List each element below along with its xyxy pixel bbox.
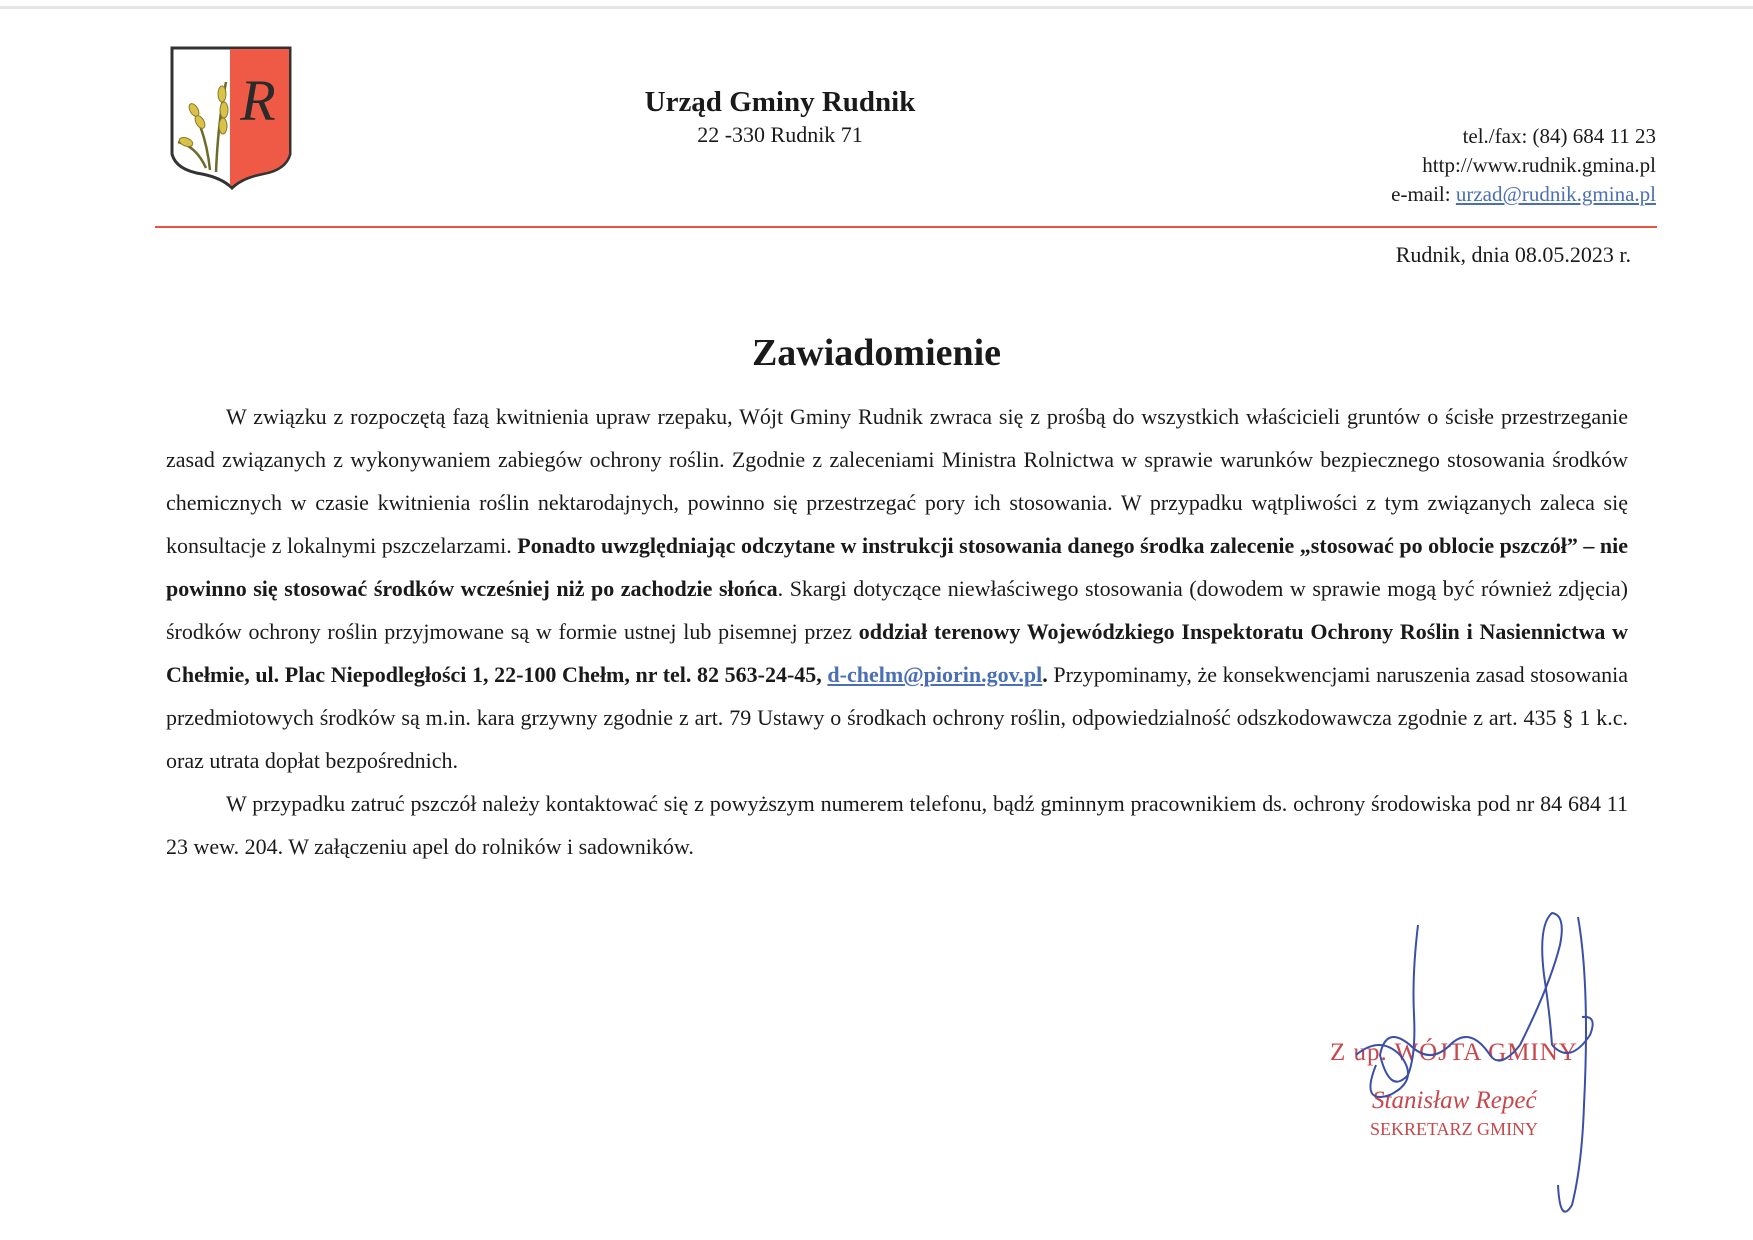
- header-divider: [155, 226, 1657, 228]
- document-title: Zawiadomienie: [751, 332, 1002, 374]
- letterhead-organization: [580, 84, 980, 150]
- body-paragraph-1: [166, 395, 1628, 782]
- contact-phone: tel./fax: (84) 684 11 23: [1462, 124, 1656, 148]
- signature-stamp: [1320, 905, 1680, 1215]
- piorin-email-link[interactable]: d-chelm@piorin.gov.pl: [827, 662, 1043, 687]
- contact-email-label: e-mail:: [1391, 182, 1456, 206]
- stamp-signatory-name: Stanisław Repeć: [1372, 1087, 1537, 1114]
- contact-website: http://www.rudnik.gmina.pl: [1422, 153, 1656, 177]
- coat-of-arms-logo: [166, 42, 296, 190]
- contact-email-link[interactable]: urzad@rudnik.gmina.pl: [1455, 182, 1656, 206]
- p1-bold-2: oddział terenowy Wojewódzkiego Inspektoratu Ochrony Roślin i Nasiennictwa w Chełmie, ul. Plac Niepodległości 1, 22-100 Chełm, nr tel. 82 563-24-45,: [166, 619, 1629, 687]
- crest-letter: R: [240, 68, 276, 133]
- org-address: 22 -330 Rudnik 71: [697, 122, 863, 147]
- document-date: Rudnik, dnia 08.05.2023 r.: [1395, 242, 1631, 267]
- p1-text-1: W związku z rozpoczętą fazą kwitnienia upraw rzepaku, Wójt Gminy Rudnik zwraca się z prośbą do wszystkich właścicieli gruntów o ścisłe przestrzeganie zasad związanych z wykonywaniem zabiegów ochrony roślin. Zgodnie z zaleceniami Ministra Rolnictwa w sprawie warunków bezpiecznego stosowania środków chemicznych w czasie kwitnienia roślin nektarodajnych, powinno się przestrzegać pory ich stosowania. W przypadku wątpliwości z tym związanych zaleca się konsultacje z lokalnymi pszczelarzami.: [166, 404, 1628, 558]
- handwritten-signature: [1320, 905, 1680, 1215]
- body-paragraph-2: W przypadku zatruć pszczół należy kontaktować się z powyższym numerem telefonu, bądź gminnym pracownikiem ds. ochrony środowiska pod nr 84 684 11 23 wew. 204. W załączeniu apel do rolników i sadowników.: [166, 791, 1628, 859]
- p1-text-3: Przypominamy, że konsekwencjami naruszenia zasad stosowania przedmiotowych środków są m.in. kara grzywny zgodnie z art. 79 Ustawy o środkach ochrony roślin, odpowiedzialność odszkodowawcza zgodnie z art. 435 § 1 k.c. oraz utrata dopłat bezpośrednich.: [166, 662, 1628, 773]
- letterhead-contact: [1391, 122, 1656, 209]
- p1-text-2: . Skargi dotyczące niewłaściwego stosowania (dowodem w sprawie mogą być również zdjęcia) środków ochrony roślin przyjmowane są w formie ustnej lub pisemnej przez: [166, 576, 1628, 644]
- org-name: Urząd Gminy Rudnik: [644, 86, 916, 118]
- scan-edge: [0, 6, 1753, 9]
- document-body: [166, 395, 1628, 868]
- stamp-authority: Z up. WÓJTA GMINY: [1330, 1039, 1578, 1066]
- p1-bold-1: Ponadto uwzględniając odczytane w instrukcji stosowania danego środka zalecenie „stosować po oblocie pszczół” – nie powinno się stosować środków wcześniej niż po zachodzie słońca: [166, 533, 1629, 601]
- stamp-signatory-role: SEKRETARZ GMINY: [1370, 1119, 1539, 1139]
- contact-email-line: [1391, 180, 1656, 209]
- p1-bold-3: .: [1042, 662, 1048, 687]
